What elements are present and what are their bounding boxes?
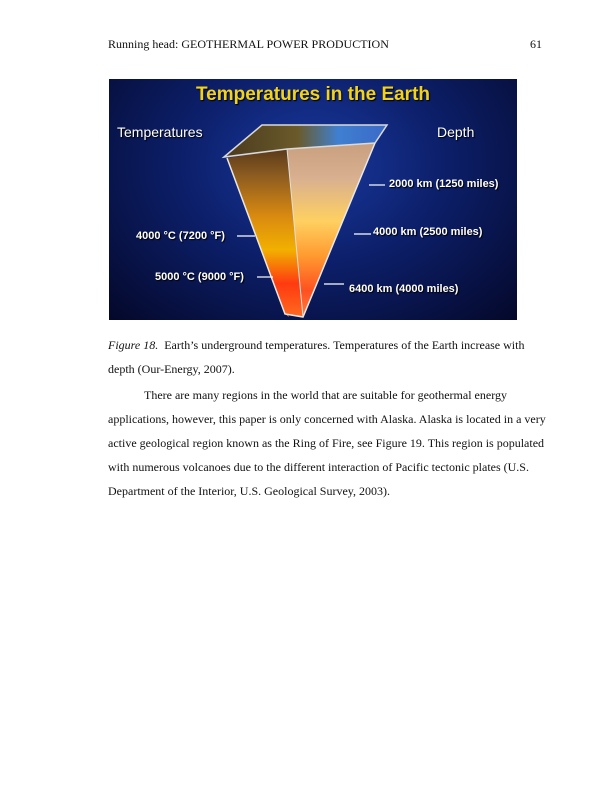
caption-text: Earth’s underground temperatures. Temperatures of the Earth increase with depth (Our-Energy, 2007). <box>108 338 525 376</box>
depth-heading: Depth <box>437 124 475 140</box>
depth-label-4000: 4000 km (2500 miles) <box>373 226 483 238</box>
figure-number: Figure 18. <box>108 338 159 352</box>
running-header <box>108 37 542 52</box>
depth-label-2000: 2000 km (1250 miles) <box>389 178 499 190</box>
temp-label-5000: 5000 °C (9000 °F) <box>155 271 244 283</box>
figure-title: Temperatures in the Earth <box>195 84 431 105</box>
temperatures-heading: Temperatures <box>117 124 203 140</box>
running-head-title: Running head: GEOTHERMAL POWER PRODUCTION <box>108 37 389 51</box>
body-paragraph: There are many regions in the world that are suitable for geothermal energy applications, however, this paper is only concerned with Alaska. Alaska is located in a very active geological region known as the Ring of Fire, see Figure 19. This region is populated with numerous volcanoes due to the different interaction of Pacific tectonic plates (U.S. Department of the Interior, U.S. Geological Survey, 2003). <box>108 388 546 498</box>
figure-caption <box>108 333 548 381</box>
page-number: 61 <box>530 37 542 51</box>
depth-label-6400: 6400 km (4000 miles) <box>349 283 459 295</box>
earth-temperature-figure <box>109 79 517 320</box>
temp-label-4000: 4000 °C (7200 °F) <box>136 230 225 242</box>
